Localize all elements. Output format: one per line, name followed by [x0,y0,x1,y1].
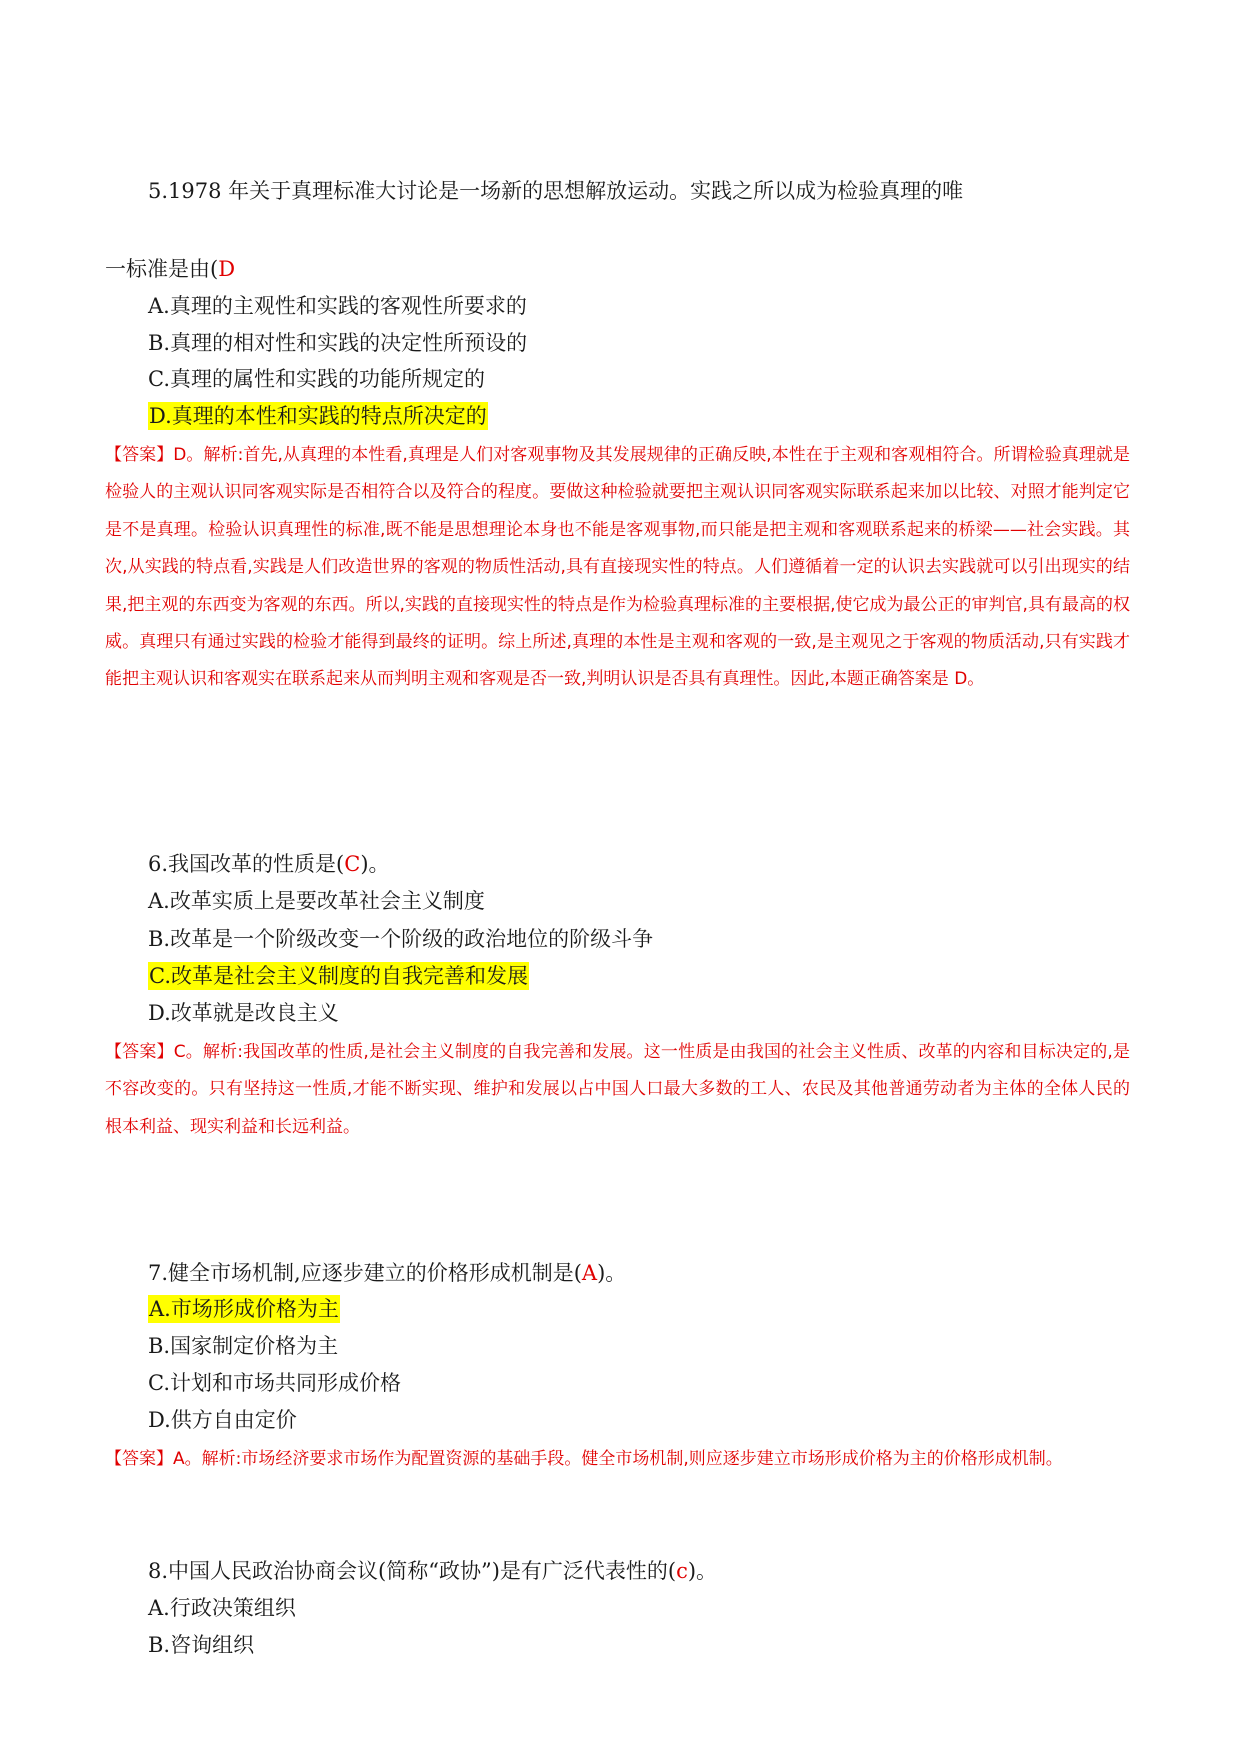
question-5-option-d-highlight: D.真理的本性和实践的特点所决定的 [149,404,487,428]
question-8-stem-end: )。 [687,1559,718,1583]
question-5-stem-text: 一标准是由( [105,257,219,281]
question-6-option-d: D.改革就是改良主义 [148,1001,339,1025]
question-8-answer: c [676,1559,688,1583]
question-7-answer: A [581,1261,598,1285]
question-5-option-c: C.真理的属性和实践的功能所规定的 [148,367,485,391]
question-7-option-a-highlight: A.市场形成价格为主 [149,1297,339,1321]
question-5-answer: D [218,257,236,281]
question-8-stem-text: 8.中国人民政治协商会议(简称“政协”)是有广泛代表性的( [148,1559,677,1583]
question-5-stem-line2 [105,255,235,283]
question-5-option-a: A.真理的主观性和实践的客观性所要求的 [148,294,527,318]
question-7-option-b: B.国家制定价格为主 [148,1334,339,1358]
question-5-option-b: B.真理的相对性和实践的决定性所预设的 [148,331,528,355]
question-8-option-a: A.行政决策组织 [148,1596,296,1620]
question-6-stem-text: 6.我国改革的性质是( [148,852,345,876]
question-5-explanation: 【答案】D。解析:首先,从真理的本性看,真理是人们对客观事物及其发展规律的正确反映,本性在于主观和客观相符合。所谓检验真理就是检验人的主观认识同客观实际是否相符合以及符合的程度。要做这种检验就要把主观认识同客观实际联系起来加以比较、对照才能判定它是不是真理。检验认识真理性的标准,既不能是思想理论本身也不能是客观事物,而只能是把主观和客观联系起来的桥梁——社会实践。其次,从实践的特点看,实践是人们改造世界的客观的物质性活动,具有直接现实性的特点。人们遵循着一定的认识去实践就可以引出现实的结果,把主观的东西变为客观的东西。所以,实践的直接现实性的特点是作为检验真理标准的主要根据,使它成为最公正的审判官,具有最高的权威。真理只有通过实践的检验才能得到最终的证明。综上所述,真理的本性是主观和客观的一致,是主观见之于客观的物质活动,只有实践才能把主观认识和客观实在联系起来从而判明主观和客观是否一致,判明认识是否具有真理性。因此,本题正确答案是 D。 [105,445,1130,690]
question-6-option-b: B.改革是一个阶级改变一个阶级的政治地位的阶级斗争 [148,927,654,951]
question-6-answer: C [344,852,361,876]
question-6-option-a: A.改革实质上是要改革社会主义制度 [148,889,485,913]
question-7-option-d: D.供方自由定价 [148,1408,297,1432]
question-6-option-c-highlight: C.改革是社会主义制度的自我完善和发展 [149,964,528,988]
question-6-explanation: 【答案】C。解析:我国改革的性质,是社会主义制度的自我完善和发展。这一性质是由我国的社会主义性质、改革的内容和目标决定的,是不容改变的。只有坚持这一性质,才能不断实现、维护和发展以占中国人口最大多数的工人、农民及其他普通劳动者为主体的全体人民的根本利益、现实利益和长远利益。 [105,1042,1130,1137]
question-7-stem-end: )。 [597,1261,627,1285]
question-7-option-a [148,1295,340,1323]
question-7-stem-text: 7.健全市场机制,应逐步建立的价格形成机制是( [148,1261,582,1285]
question-6-option-c [148,962,529,990]
question-6-stem [148,850,390,878]
question-8-stem [148,1557,717,1585]
question-5-option-d [148,402,488,430]
question-7-explanation: 【答案】A。解析:市场经济要求市场作为配置资源的基础手段。健全市场机制,则应逐步建立市场形成价格为主的价格形成机制。 [105,1449,1063,1469]
question-6-stem-end: )。 [360,852,390,876]
question-7-option-c: C.计划和市场共同形成价格 [148,1371,401,1395]
question-5-stem-line1: 5.1978 年关于真理标准大讨论是一场新的思想解放运动。实践之所以成为检验真理的唯 [148,179,964,203]
question-7-stem [148,1259,626,1287]
question-8-option-b: B.咨询组织 [148,1633,255,1657]
